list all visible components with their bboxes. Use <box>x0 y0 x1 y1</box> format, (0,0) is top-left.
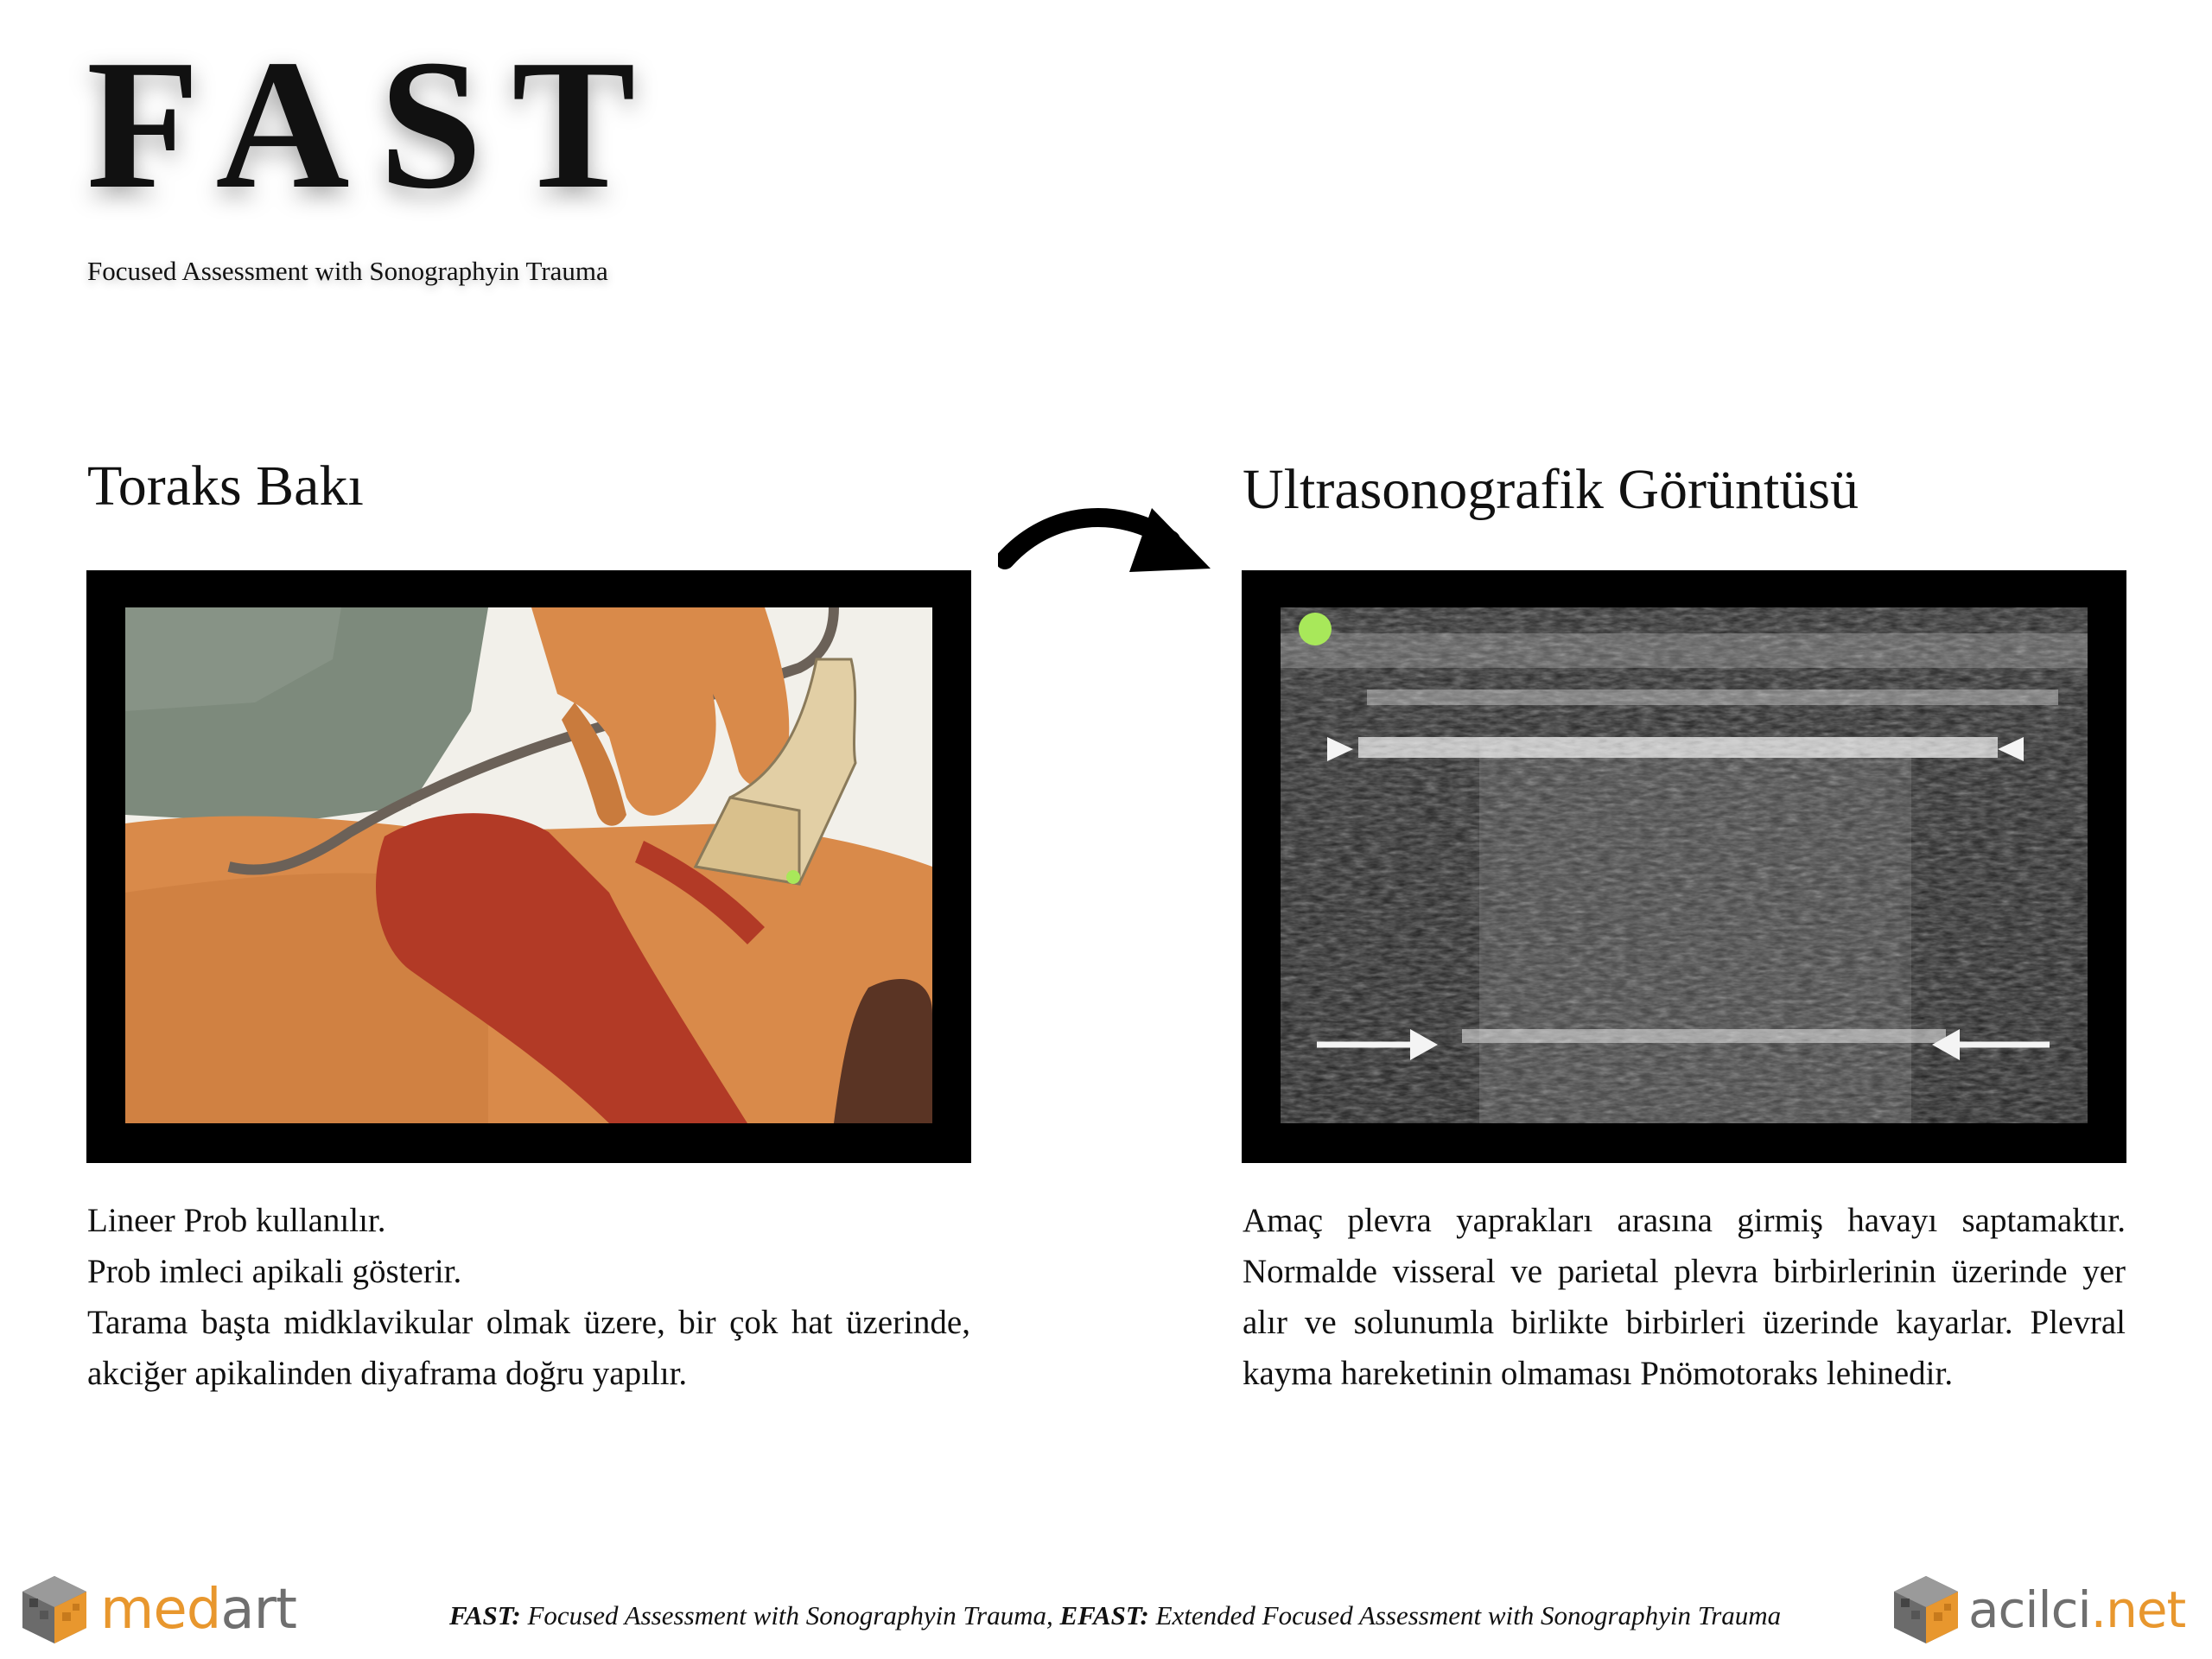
ultrasound-image <box>1281 607 2088 1123</box>
curved-arrow-icon <box>998 493 1223 579</box>
efast-abbr: EFAST: <box>1059 1600 1149 1630</box>
efast-definition: Extended Focused Assessment with Sonographyin Trauma <box>1148 1600 1782 1630</box>
logo-suffix: .net <box>2090 1580 2186 1639</box>
page-title: FAST <box>86 21 665 227</box>
cube-logo-icon <box>17 1573 92 1647</box>
cube-logo-icon <box>1889 1573 1963 1647</box>
left-panel-heading: Toraks Bakı <box>87 454 364 518</box>
fast-abbr: FAST: <box>449 1600 521 1630</box>
right-panel-heading: Ultrasonografik Görüntüsü <box>1243 458 1859 521</box>
text-line: Prob imleci apikali gösterir. <box>87 1253 462 1290</box>
logo-prefix: med <box>100 1578 221 1642</box>
acilci-logo <box>1889 1571 2185 1649</box>
text-line: Lineer Prob kullanılır. <box>87 1202 386 1239</box>
fast-definition: Focused Assessment with Sonographyin Trauma, <box>520 1600 1060 1630</box>
ultrasound-frame <box>1242 570 2126 1163</box>
footer-abbreviations <box>449 1600 1781 1631</box>
page-subtitle: Focused Assessment with Sonographyin Trauma <box>87 256 608 286</box>
right-panel-text: Amaç plevra yaprakları arasına girmiş havayı saptamaktır. Normalde visseral ve parietal plevra birbirlerinin üzerinde yer alır ve solunumla birlikte birbirleri üzerinde kayarlar. Plevral kayma hareketinin olmaması Pnömotoraks lehinedir. <box>1243 1202 2126 1392</box>
left-panel-text <box>87 1195 970 1399</box>
thorax-probe-illustration <box>125 607 932 1123</box>
logo-prefix: acilci <box>1968 1580 2091 1639</box>
logo-suffix: art <box>220 1578 296 1642</box>
thorax-illustration-frame <box>86 570 971 1163</box>
medart-logo <box>17 1571 296 1649</box>
text-line: Tarama başta midklavikular olmak üzere, bir çok hat üzerinde, akciğer apikalinden diyaframa doğru yapılır. <box>87 1304 970 1392</box>
